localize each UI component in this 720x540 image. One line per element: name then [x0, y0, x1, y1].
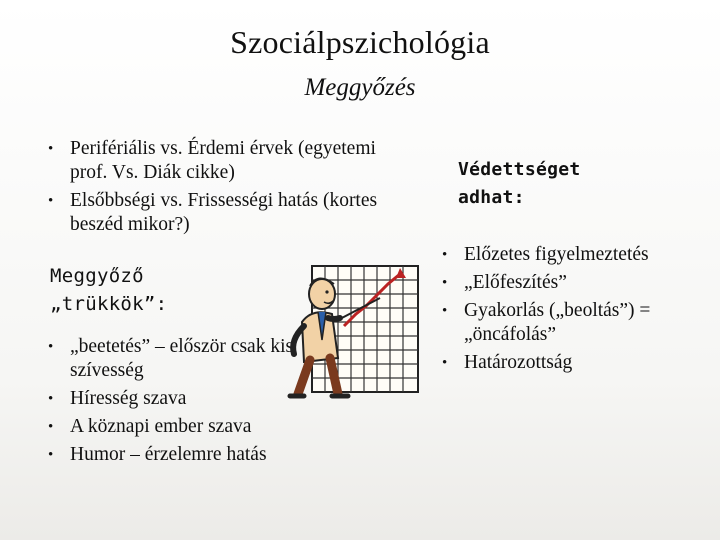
bullet-icon: •	[48, 141, 54, 157]
bullet-icon: •	[442, 275, 448, 291]
tricks-heading: Meggyőző „trükkök”:	[50, 265, 168, 315]
slide-title: Szociálpszichológia	[230, 24, 490, 60]
bullet-icon: •	[48, 193, 54, 209]
presenter-chart-illustration	[272, 262, 422, 402]
bullet-icon: •	[48, 391, 54, 407]
list-item: • A köznapi ember szava	[48, 416, 252, 437]
list-item: • Előzetes figyelmeztetés	[442, 244, 649, 265]
list-item: • Elsőbbségi vs. Frissességi hatás (kortes beszéd mikor?)	[48, 190, 378, 235]
bullet-icon: •	[48, 447, 54, 463]
list-item: • „Előfeszítés”	[442, 272, 567, 293]
list-item: • Híresség szava	[48, 388, 187, 409]
list-item: • Gyakorlás („beoltás”) = „öncáfolás”	[442, 300, 651, 345]
protection-bullet-list	[434, 243, 694, 379]
slide-subtitle: Meggyőzés	[304, 74, 416, 101]
list-item: • „beetetés” – először csak kis szívesség	[48, 336, 294, 381]
top-bullet-list	[40, 137, 380, 241]
protection-heading: Védettséget adhat:	[458, 159, 581, 208]
list-item: • Határozottság	[442, 352, 573, 373]
bullet-icon: •	[442, 355, 448, 371]
bullet-icon: •	[48, 339, 54, 355]
bullet-icon: •	[442, 303, 448, 319]
list-item: • Perifériális vs. Érdemi érvek (egyetemi prof. Vs. Diák cikke)	[48, 138, 376, 183]
bullet-icon: •	[48, 419, 54, 435]
list-item: • Humor – érzelemre hatás	[48, 444, 267, 465]
bullet-icon: •	[442, 247, 448, 263]
tricks-bullet-list	[40, 335, 310, 471]
